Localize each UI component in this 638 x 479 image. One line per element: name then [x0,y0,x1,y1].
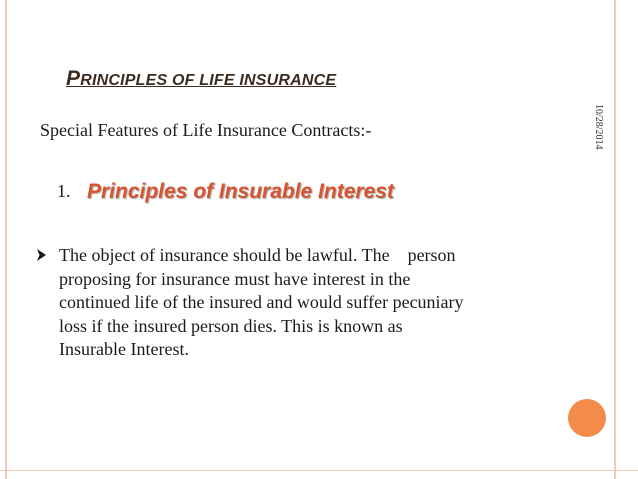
body-line: loss if the insured person dies. This is known as [59,315,403,336]
slide-title [66,67,336,91]
title-rest: RINCIPLES OF LIFE INSURANCE [80,72,337,89]
title-initial: P [66,67,81,90]
body-line: continued life of the insured and would suffer pecuniary [59,292,464,312]
body-line: Insurable Interest. [59,339,189,359]
frame-left-border [5,0,7,479]
body-line: The object of insurance should be lawful. The person [59,245,456,265]
numbered-item [57,180,394,204]
item-number: 1. [57,181,71,201]
slide-date: 10/28/2014 [593,104,604,150]
item-heading: Principles of Insurable Interest [87,180,394,203]
decorative-orange-circle [568,399,606,437]
body-line: proposing for insurance must have interest in the [59,268,411,289]
frame-bottom-border [0,470,638,471]
slide-subtitle: Special Features of Life Insurance Contracts:- [40,120,372,140]
frame-right-border [614,0,616,479]
arrow-bullet-icon [36,249,47,261]
bullet-paragraph [59,244,549,362]
